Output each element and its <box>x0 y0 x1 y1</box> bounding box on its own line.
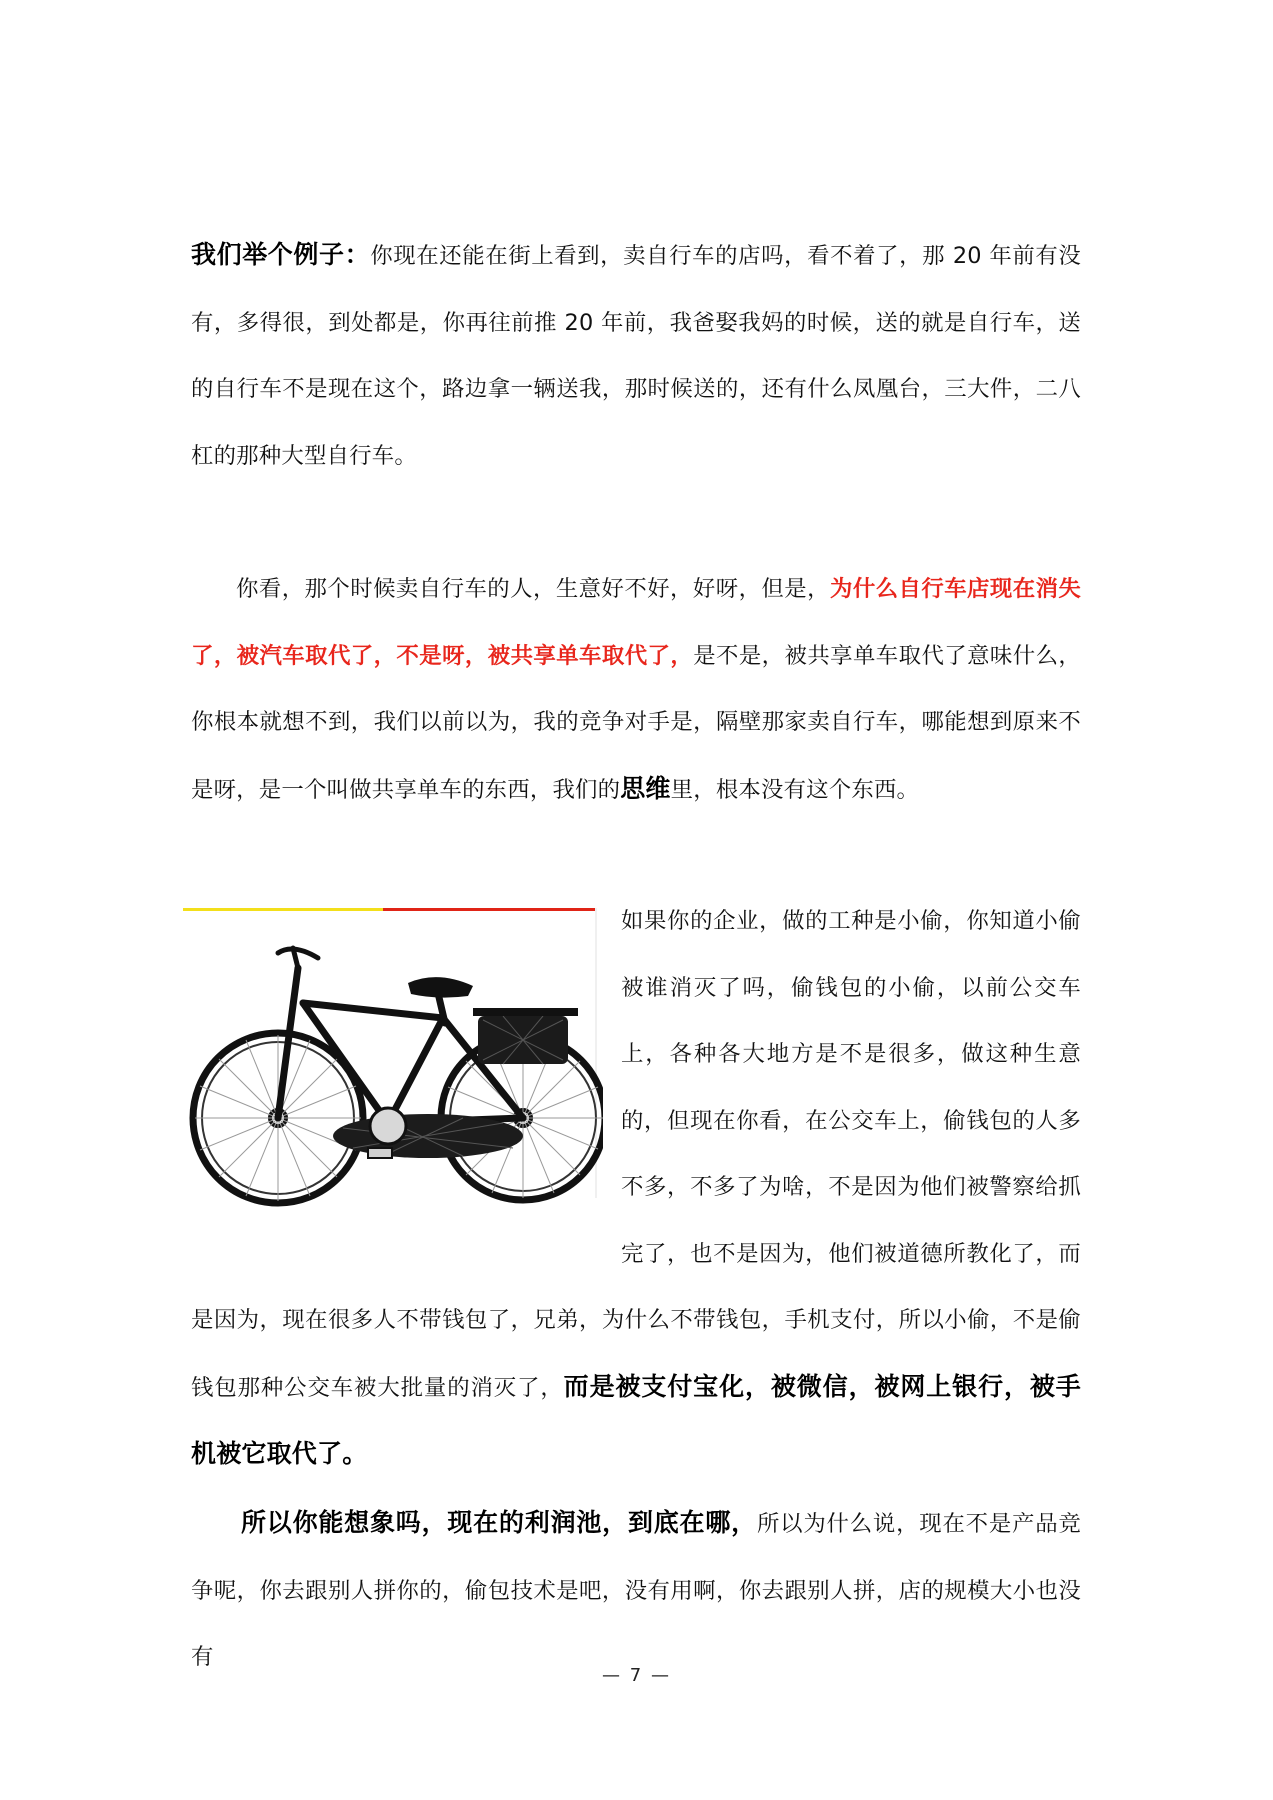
page-number: — 7 — <box>602 1665 671 1686</box>
paragraph-text: 你看，那个时候卖自行车的人，生意好不好，好呀，但是， <box>236 576 830 602</box>
paragraph-text: 所以为什么说，现在不是产品竞争呢，你去跟别人拼你的，偷包技术是吧，没有用啊，你去跟别人拼，店的规模大小也没有 <box>191 1511 1081 1670</box>
paragraph-profit-pool <box>191 1490 1081 1691</box>
highlight-red-text: 为什么自行车店现在消失了，被汽车取代了，不是呀，被共享单车取代了， <box>191 576 1082 669</box>
bicycle-image <box>183 908 603 1226</box>
bicycle-icon <box>183 908 603 1226</box>
paragraph-shared-bikes <box>191 556 1081 823</box>
paragraph-text: 如果你的企业，做的工种是小偷，你知道小偷被谁消灭了吗，偷钱包的小偷，以前公交车上，各种各大地方是不是很多，做这种生意的，但现在你看，在公交车上，偷钱包的人多不多，不多了为啥，不是因为他们被警察给抓完了，也不是因为，他们被道德所教化了，而是因为，现在很多人不带钱包了，兄弟，为什么不带钱包，手机支付，所以小偷，不是偷钱包那种公交车被大批量的消灭了， <box>191 908 1081 1401</box>
paragraph-bicycle-example <box>191 222 1081 489</box>
bold-conclusion: 而是被支付宝化，被微信，被网上银行，被手机被它取代了。 <box>191 1371 1081 1468</box>
paragraph-text: 是不是，被共享单车取代了意味什么，你根本就想不到，我们以前以为，我的竞争对手是，隔壁那家卖自行车，哪能想到原来不是呀，是一个叫做共享单车的东西，我们的 <box>191 642 1081 803</box>
paragraph-text: 你现在还能在街上看到，卖自行车的店吗，看不着了，那 20 年前有没有，多得很，到处都是，你再往前推 20 年前，我爸娶我妈的时候，送的就是自行车，送的自行车不是现在这个，路边拿一辆送我，那时候送的，还有什么凤凰台，三大件，二八杠的那种大型自行车。 <box>191 243 1081 469</box>
paragraph-thief-example <box>191 888 1081 1489</box>
bold-keyword: 思维 <box>620 773 671 803</box>
paragraph-lead: 我们举个例子： <box>191 240 371 269</box>
paragraph-text: 里，根本没有这个东西。 <box>670 776 920 803</box>
bold-question: 所以你能想象吗，现在的利润池，到底在哪， <box>241 1508 757 1537</box>
